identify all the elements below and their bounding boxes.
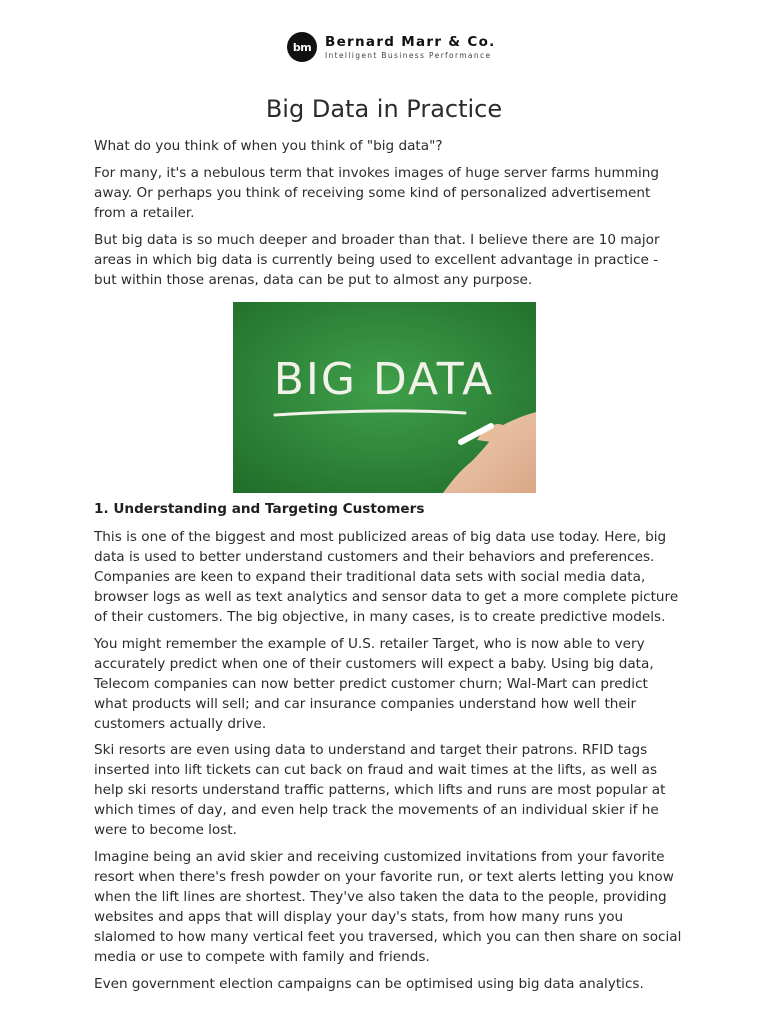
intro-paragraph-2-block <box>94 163 684 223</box>
chalkboard-illustration <box>233 302 536 493</box>
section-1-paragraph-1: This is one of the biggest and most publicized areas of big data use today. Here, big data is used to better understand customers and their behaviors and preferences. Companies are keen to expand their traditional data sets with social media data, browser logs as well as text analytics and sensor data to get a more complete picture of their customers. The big objective, in many cases, is to create predictive models. <box>94 529 679 625</box>
brand-tagline: Intelligent Business Performance <box>325 50 492 60</box>
big-data-chalkboard-image <box>233 302 536 493</box>
section-1-paragraph-3: Ski resorts are even using data to understand and target their patrons. RFID tags inserted into lift tickets can cut back on fraud and wait times at the lifts, as well as help ski resorts understand traffic patterns, which lifts and runs are most popular at which times of day, and even help track the movements of an individual skier if he were to become lost. <box>94 742 666 838</box>
section-1-paragraph-2-block <box>94 634 684 734</box>
section-1-paragraph-2: You might remember the example of U.S. retailer Target, who is now able to very accurately predict when one of their customers will expect a baby. Using big data, Telecom companies can now better predict customer churn; Wal-Mart can predict what products will sell; and car insurance companies understand how well their customers actually drive. <box>94 636 654 732</box>
section-1-paragraph-5: Even government election campaigns can be optimised using big data analytics. <box>94 976 644 992</box>
section-1-paragraph-4-block <box>94 847 684 967</box>
brand-text <box>325 34 496 61</box>
section-1-heading-block <box>94 499 684 519</box>
section-1-paragraph-4: Imagine being an avid skier and receiving customized invitations from your favorite resort when there's fresh powder on your favorite run, or text alerts letting you know when the lift lines are shortest. They've also taken the data to the people, providing websites and apps that will display your day's stats, from how many runs you slalomed to how many vertical feet you traversed, which you can then share on social media or use to compete with family and friends. <box>94 849 682 965</box>
brand-logo-icon: bm <box>287 32 317 62</box>
page-title: Big Data in Practice <box>265 95 503 123</box>
intro-paragraph-3: But big data is so much deeper and broader than that. I believe there are 10 major areas in which big data is currently being used to excellent advantage in practice - but within those arenas, data can be put to almost any purpose. <box>94 232 660 288</box>
intro-paragraph-2: For many, it's a nebulous term that invokes images of huge server farms humming away. Or perhaps you think of receiving some kind of personalized advertisement from a retailer. <box>94 165 660 221</box>
intro-paragraph-1: What do you think of when you think of "big data"? <box>94 138 443 154</box>
section-1-heading: 1. Understanding and Targeting Customers <box>94 501 425 517</box>
intro-paragraph-1-block <box>94 136 684 156</box>
brand-name: Bernard Marr & Co. <box>325 33 496 50</box>
intro-paragraph-3-block <box>94 230 684 290</box>
section-1-paragraph-5-block <box>94 974 684 994</box>
section-1-paragraph-1-block <box>94 527 684 627</box>
brand-header <box>287 32 496 62</box>
section-1-paragraph-3-block <box>94 740 684 840</box>
chalk-text: BIG DATA <box>273 354 495 405</box>
